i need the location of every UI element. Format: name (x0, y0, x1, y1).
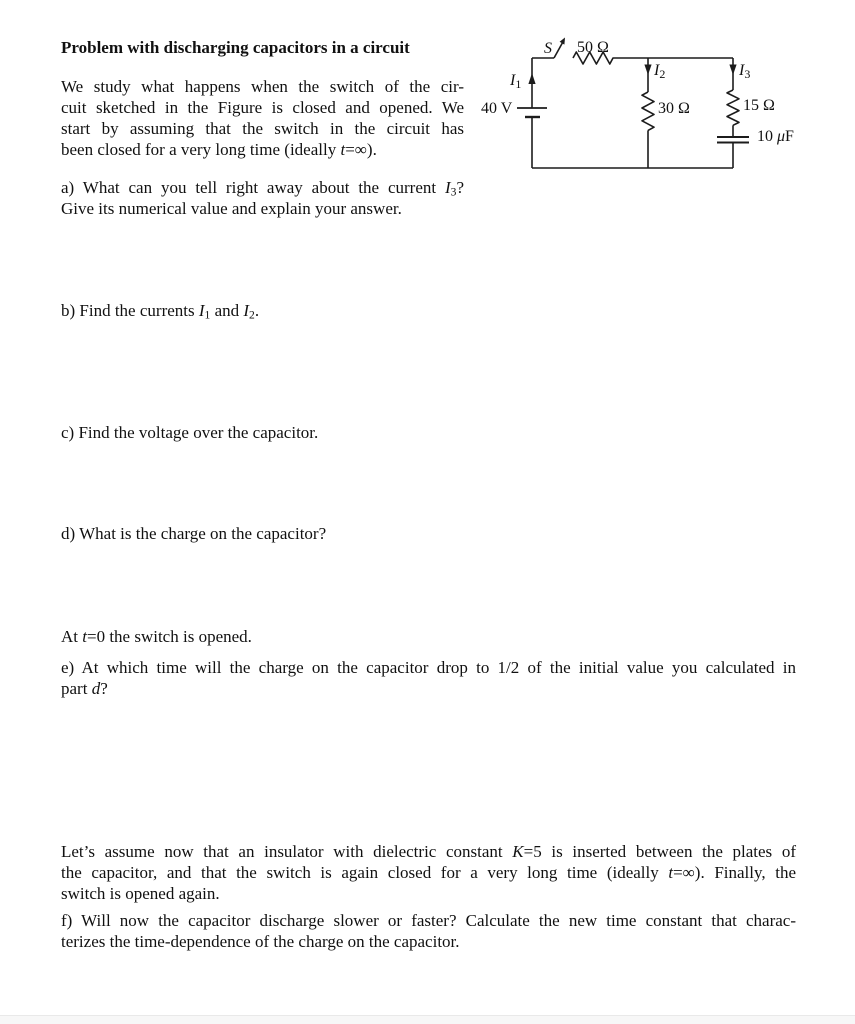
current-label-i2 (653, 62, 665, 81)
page-title: Problem with discharging capacitors in a circuit (61, 38, 410, 57)
capacitor-label (757, 128, 794, 145)
capacitor-icon (717, 137, 749, 143)
text-line: At t=0 the switch is opened. (61, 627, 252, 646)
text-line: part d? (61, 679, 108, 698)
circuit-wires (532, 52, 739, 168)
text-line: a) What can you tell right away about the current $I_3$? (61, 178, 464, 199)
text-line: c) Find the voltage over the capacitor. (61, 423, 319, 442)
text-line: f) Will now the capacitor discharge slower or faster? Calculate the new time constant that charac- (61, 911, 796, 930)
intro-paragraph (61, 76, 464, 160)
capacitor-mu-symbol: μ (777, 128, 786, 145)
text-line: start by assuming that the switch in the circuit has (61, 119, 464, 138)
question-c (61, 422, 464, 443)
current-label-i3 (738, 62, 750, 81)
switch-label: S (544, 40, 552, 57)
current-arrow-i3 (729, 65, 736, 76)
text-line: Let’s assume now that an insulator with dielectric constant K=5 is inserted between the plates of (61, 842, 796, 861)
current-i1-subscript: 1 (515, 77, 522, 91)
text-line: switch is opened again. (61, 884, 220, 903)
battery-symbol (517, 108, 547, 117)
source-label: 40 V (481, 100, 513, 117)
text-line: b) Find the currents $I_1$ and $I_2$. (61, 301, 260, 322)
current-label-i1 (509, 72, 521, 91)
bottom-separator (0, 1015, 855, 1024)
current-i1-symbol: I (510, 72, 516, 89)
current-i2-symbol: I (654, 62, 660, 79)
current-i3-subscript: 3 (744, 67, 751, 81)
question-a (61, 177, 464, 219)
paragraph-insulator (61, 841, 796, 904)
text-line: cuit sketched in the Figure is closed and opened. We (61, 98, 464, 117)
text-line: d) What is the charge on the capacitor? (61, 524, 327, 543)
question-e (61, 657, 796, 699)
current-i2-subscript: 2 (659, 67, 666, 81)
text-line: the capacitor, and that the switch is again closed for a very long time (ideally t=∞). Finally, the (61, 863, 796, 882)
question-d (61, 523, 464, 544)
capacitor-value: 10 (757, 128, 777, 145)
capacitor-unit: F (785, 128, 794, 145)
question-f (61, 910, 796, 952)
text-line: We study what happens when the switch of the cir- (61, 77, 464, 96)
text-line: been closed for a very long time (ideally t=∞). (61, 140, 377, 159)
switch-icon (554, 38, 565, 59)
text-line: Give its numerical value and explain your answer. (61, 199, 402, 218)
question-b (61, 300, 464, 321)
resistor-30-label: 30 Ω (658, 100, 690, 117)
text-line: e) At which time will the charge on the capacitor drop to 1/2 of the initial value you calculated in (61, 658, 796, 677)
resistor-50-label: 50 Ω (577, 39, 609, 56)
text-line: terizes the time-dependence of the charge on the capacitor. (61, 932, 460, 951)
current-i3-symbol: I (739, 62, 745, 79)
note-t0 (61, 626, 796, 647)
current-arrow-i1 (528, 73, 535, 84)
circuit-figure (470, 25, 815, 180)
resistor-15-label: 15 Ω (743, 97, 775, 114)
current-arrow-i2 (644, 65, 651, 76)
